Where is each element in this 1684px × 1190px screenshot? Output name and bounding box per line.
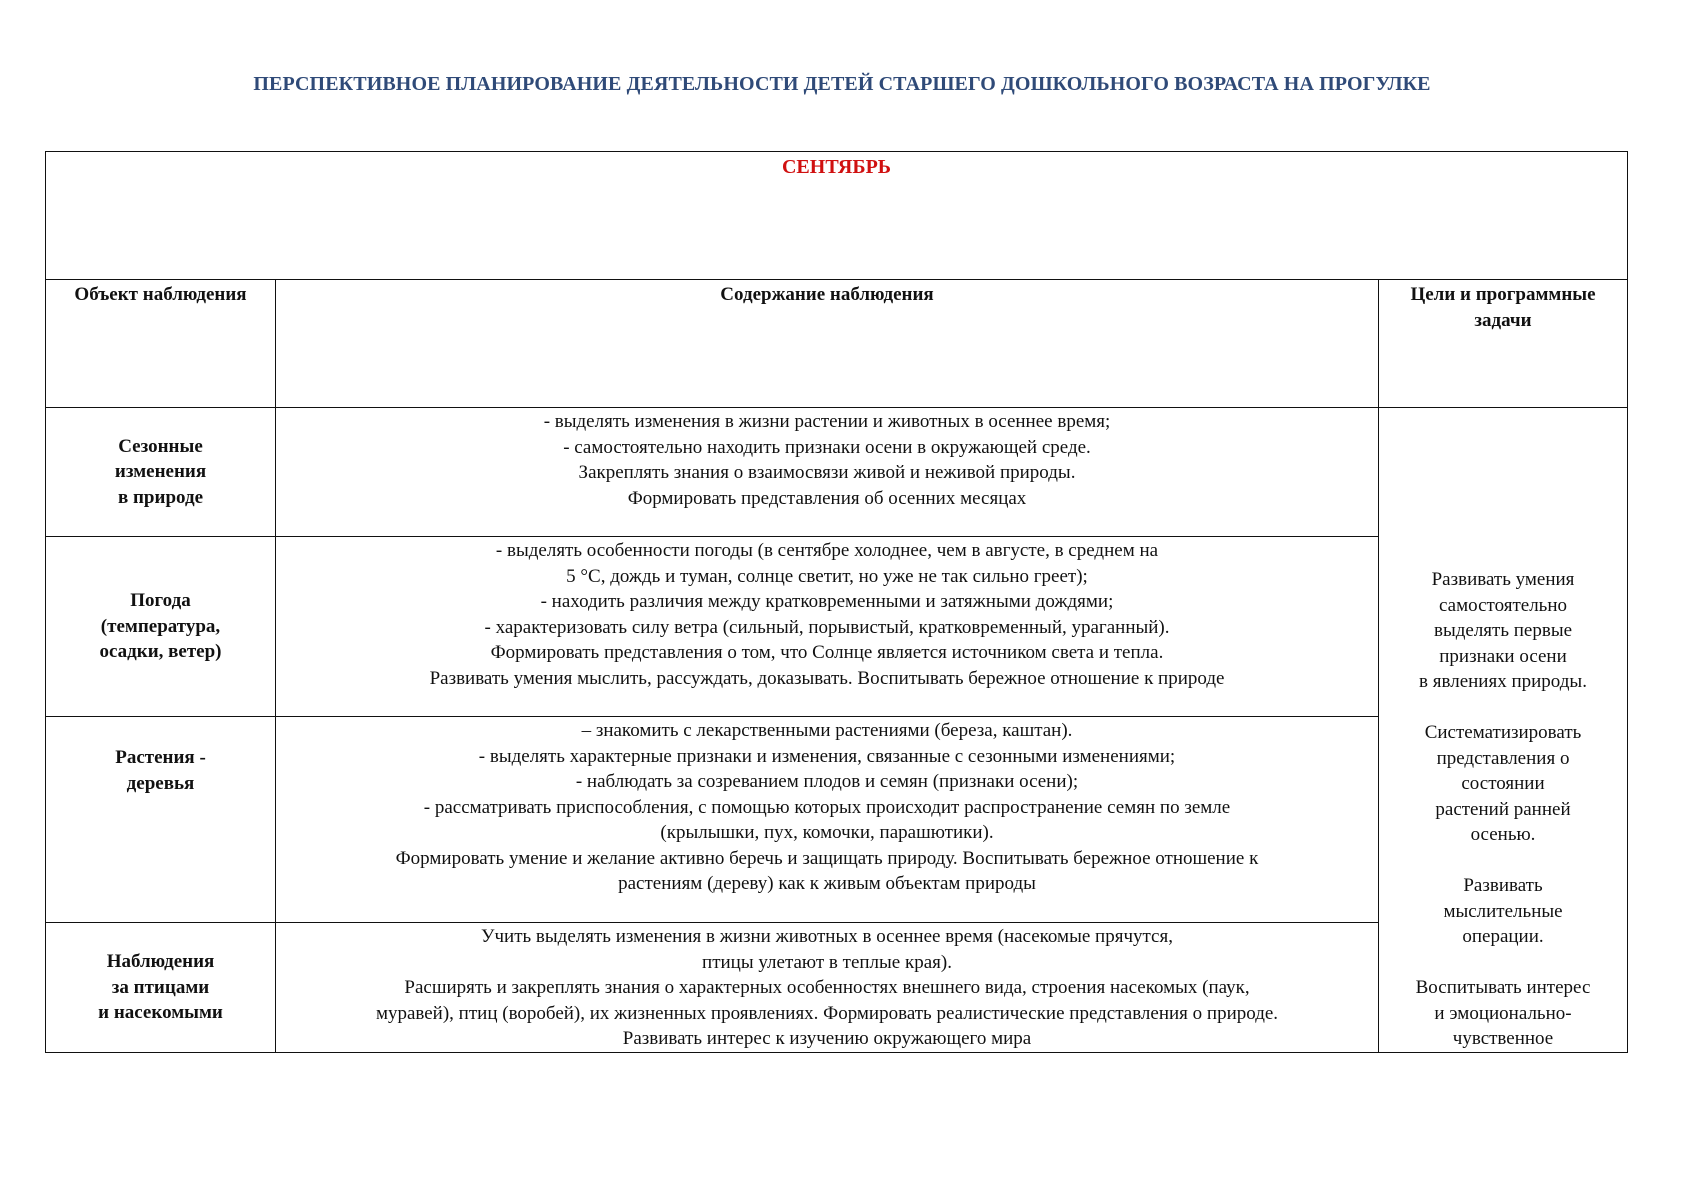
table-row xyxy=(46,408,1628,537)
content-line: Закреплять знания о взаимосвязи живой и неживой природы. xyxy=(578,462,1076,483)
header-row xyxy=(46,280,1628,408)
object-line: осадки, ветер) xyxy=(99,641,222,663)
goal-block xyxy=(1379,873,1627,950)
header-goals xyxy=(1379,280,1628,408)
content-line: - выделять характерные признаки и изменения, связанные с сезонными изменениями; xyxy=(478,745,1176,767)
content-line: Формировать представления об осенних месяцах xyxy=(627,487,1027,509)
content-line: (крылышки, пух, комочки, парашютики). xyxy=(660,822,994,843)
goal-block xyxy=(1379,720,1627,848)
content-line: муравей), птиц (воробей), их жизненных проявлениях. Формировать реалистические представления о природе. xyxy=(375,1002,1279,1024)
object-line: Наблюдения xyxy=(106,951,215,972)
header-goals-line: задачи xyxy=(1474,309,1532,331)
object-line: Сезонные xyxy=(118,435,203,457)
content-line: птицы улетают в теплые края). xyxy=(702,951,952,973)
object-cell xyxy=(46,408,276,537)
goal-line: мыслительные xyxy=(1443,900,1563,922)
observation-plan-table xyxy=(45,151,1628,1053)
goal-line: осенью. xyxy=(1470,824,1536,845)
header-goals-line: Цели и программные xyxy=(1410,284,1596,305)
content-line: Учить выделять изменения в жизни животных в осеннее время (насекомые прячутся, xyxy=(481,926,1173,947)
content-line: - характеризовать силу ветра (сильный, порывистый, кратковременный, ураганный). xyxy=(484,616,1170,638)
goal-line: Систематизировать xyxy=(1424,722,1582,743)
goal-line: растений ранней xyxy=(1435,798,1571,820)
month-cell xyxy=(46,152,1628,280)
content-line: - выделять изменения в жизни растении и животных в осеннее время; xyxy=(543,411,1111,432)
header-content xyxy=(276,280,1379,408)
object-line: (температура, xyxy=(100,615,221,637)
header-object xyxy=(46,280,276,408)
header-object-label: Объект наблюдения xyxy=(74,284,247,305)
goal-line: чувственное xyxy=(1452,1028,1554,1049)
content-line: - находить различия между кратковременными и затяжными дождями; xyxy=(540,591,1114,612)
goal-line: в явлениях природы. xyxy=(1419,671,1587,692)
object-cell xyxy=(46,923,276,1053)
goal-line: представления о xyxy=(1436,747,1570,769)
content-cell xyxy=(276,408,1379,537)
content-line: 5 °С, дождь и туман, солнце светит, но уже не так сильно греет); xyxy=(566,565,1088,587)
document-title: ПЕРСПЕКТИВНОЕ ПЛАНИРОВАНИЕ ДЕЯТЕЛЬНОСТИ ДЕТЕЙ СТАРШЕГО ДОШКОЛЬНОГО ВОЗРАСТА НА ПРОГУЛКЕ xyxy=(253,73,1431,95)
object-line: изменения xyxy=(114,461,207,483)
content-line: Развивать интерес к изучению окружающего мира xyxy=(622,1028,1032,1049)
goal-line: Развивать умения xyxy=(1431,569,1575,590)
content-line: - рассматривать приспособления, с помощью которых происходит распространение семян по земле xyxy=(423,796,1231,818)
goal-line: самостоятельно xyxy=(1439,594,1568,616)
header-content-label: Содержание наблюдения xyxy=(720,284,934,305)
content-line: - выделять особенности погоды (в сентябре холоднее, чем в августе, в среднем на xyxy=(495,540,1159,561)
object-line: Растения - xyxy=(115,747,206,768)
content-line: - самостоятельно находить признаки осени в окружающей среде. xyxy=(563,436,1091,458)
goal-line: признаки осени xyxy=(1439,645,1567,667)
month-label: СЕНТЯБРЬ xyxy=(781,156,892,178)
month-row xyxy=(46,152,1628,280)
content-cell xyxy=(276,923,1379,1053)
object-cell xyxy=(46,717,276,923)
goal-block xyxy=(1379,975,1627,1052)
goals-cell xyxy=(1379,408,1628,1053)
object-line: и насекомыми xyxy=(98,1002,223,1023)
goal-block xyxy=(1379,567,1627,695)
object-line: деревья xyxy=(126,772,195,794)
object-line: Погода xyxy=(130,590,191,612)
content-line: Формировать представления о том, что Солнце является источником света и тепла. xyxy=(490,642,1164,663)
object-line: в природе xyxy=(117,486,204,508)
goal-line: операции. xyxy=(1462,926,1544,947)
content-line: Развивать умения мыслить, рассуждать, доказывать. Воспитывать бережное отношение к природе xyxy=(429,667,1225,689)
content-cell xyxy=(276,537,1379,717)
goal-line: Воспитывать интерес xyxy=(1415,977,1591,998)
content-cell xyxy=(276,717,1379,923)
goal-line: состоянии xyxy=(1461,773,1545,794)
goal-line: Развивать xyxy=(1463,875,1543,896)
content-line: Расширять и закреплять знания о характерных особенностях внешнего вида, строения насекомых (паук, xyxy=(404,977,1250,998)
content-line: Формировать умение и желание активно беречь и защищать природу. Воспитывать бережное отношение к xyxy=(395,847,1259,869)
object-cell xyxy=(46,537,276,717)
content-line: – знакомить с лекарственными растениями (береза, каштан). xyxy=(581,720,1073,741)
content-line: - наблюдать за созреванием плодов и семян (признаки осени); xyxy=(575,771,1079,792)
goal-line: и эмоционально- xyxy=(1434,1002,1572,1024)
object-line: за птицами xyxy=(111,976,210,998)
content-line: растениям (дереву) как к живым объектам природы xyxy=(618,873,1036,894)
goal-line: выделять первые xyxy=(1433,620,1573,641)
